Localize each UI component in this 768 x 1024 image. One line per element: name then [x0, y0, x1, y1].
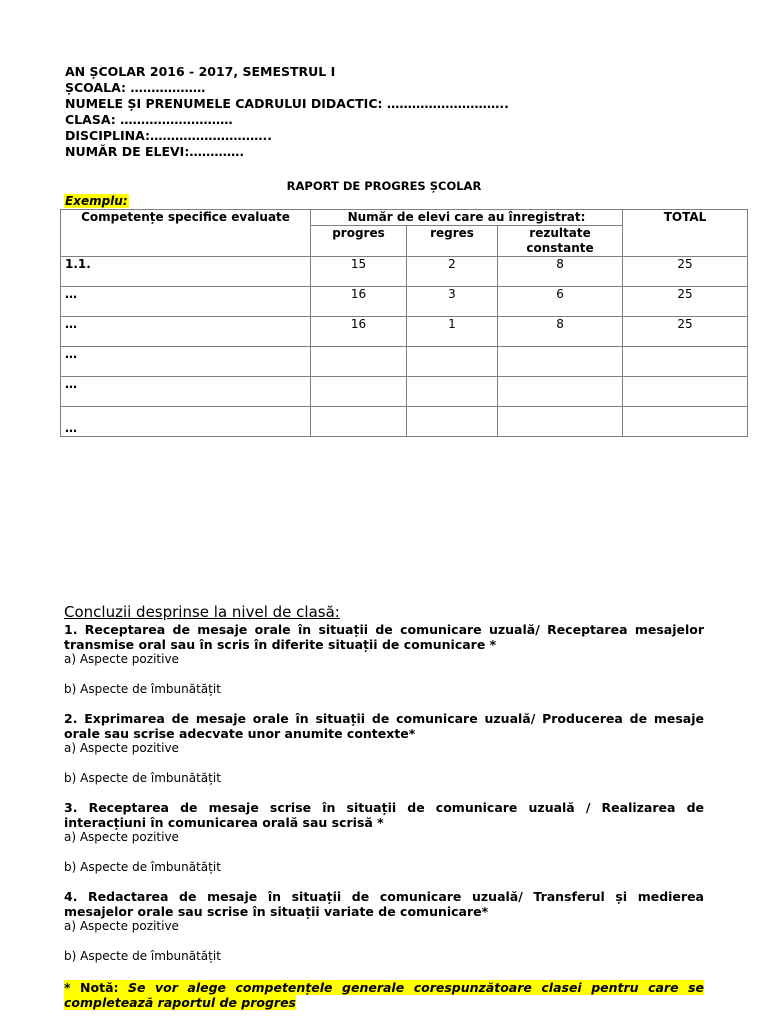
cell-total: 25: [623, 317, 748, 347]
table-row: [61, 377, 748, 407]
class-line: CLASA: ………………………: [65, 112, 233, 127]
conclusions-title: Concluzii desprinse la nivel de clasă:: [64, 603, 340, 621]
cell-regres: 1: [407, 317, 498, 347]
cell-total: [623, 377, 748, 407]
cell-progres: [311, 377, 407, 407]
header-total: TOTAL: [623, 210, 748, 257]
conclusion-item: [64, 889, 704, 964]
cell-regres: [407, 347, 498, 377]
conclusion-heading: 1. Receptarea de mesaje orale în situații de comunicare uzuală/ Receptarea mesajelor transmise oral sau în scris în diferite situații de comunicare *: [64, 622, 704, 652]
students-line: NUMĂR DE ELEVI:………….: [65, 144, 245, 159]
cell-progres: 16: [311, 287, 407, 317]
table-row: [61, 347, 748, 377]
cell-competenta: …: [61, 287, 311, 317]
note-text: Se vor alege competențele generale corespunzătoare clasei pentru care se completează raportul de progres: [64, 980, 704, 1010]
cell-competenta: …: [61, 317, 311, 347]
cell-competenta: …: [61, 377, 311, 407]
header-group: Număr de elevi care au înregistrat:: [311, 210, 623, 226]
cell-total: 25: [623, 287, 748, 317]
school-line: ȘCOALA: ………………: [65, 80, 206, 95]
school-year-line: AN ȘCOLAR 2016 - 2017, SEMESTRUL I: [65, 64, 336, 79]
footnote: [64, 980, 704, 1010]
table-row: [61, 257, 748, 287]
cell-competenta: 1.1.: [61, 257, 311, 287]
improvement-aspects-label: b) Aspecte de îmbunătățit: [64, 860, 221, 874]
header-regres: regres: [407, 226, 498, 257]
conclusion-item: [64, 622, 704, 697]
cell-regres: 2: [407, 257, 498, 287]
table-row: [61, 407, 748, 437]
cell-constante: [498, 347, 623, 377]
cell-regres: [407, 377, 498, 407]
conclusions-section: [64, 603, 704, 964]
example-label: Exemplu:: [65, 194, 128, 208]
positive-aspects-label: a) Aspecte pozitive: [64, 652, 179, 666]
header-constante: rezultate constante: [498, 226, 623, 257]
cell-constante: 8: [498, 257, 623, 287]
table-row: [61, 317, 748, 347]
teacher-line: NUMELE ȘI PRENUMELE CADRULUI DIDACTIC: ………………………..: [65, 96, 509, 111]
conclusion-item: [64, 800, 704, 875]
improvement-aspects-label: b) Aspecte de îmbunătățit: [64, 771, 221, 785]
positive-aspects-label: a) Aspecte pozitive: [64, 830, 179, 844]
cell-competenta: …: [61, 347, 311, 377]
cell-constante: 8: [498, 317, 623, 347]
cell-constante: [498, 377, 623, 407]
conclusion-heading: 3. Receptarea de mesaje scrise în situații de comunicare uzuală / Realizarea de interacțiuni în comunicarea orală sau scrisă *: [64, 800, 704, 830]
cell-progres: [311, 347, 407, 377]
conclusion-heading: 4. Redactarea de mesaje în situații de comunicare uzuală/ Transferul și medierea mesajelor orale sau scrise în situații variate de comunicare*: [64, 889, 704, 919]
progress-table: [60, 209, 748, 437]
table-row: [61, 287, 748, 317]
document-header: [65, 64, 509, 160]
cell-total: [623, 347, 748, 377]
conclusion-item: [64, 711, 704, 786]
cell-total: 25: [623, 257, 748, 287]
cell-progres: [311, 407, 407, 437]
cell-constante: 6: [498, 287, 623, 317]
note-prefix: * Notă:: [64, 980, 119, 995]
cell-total: [623, 407, 748, 437]
header-progres: progres: [311, 226, 407, 257]
cell-regres: [407, 407, 498, 437]
cell-constante: [498, 407, 623, 437]
conclusion-heading: 2. Exprimarea de mesaje orale în situații de comunicare uzuală/ Producerea de mesaje orale sau scrise adecvate unor anumite contexte*: [64, 711, 704, 741]
cell-regres: 3: [407, 287, 498, 317]
table-header-row: [61, 210, 748, 226]
positive-aspects-label: a) Aspecte pozitive: [64, 741, 179, 755]
cell-competenta: …: [61, 407, 311, 437]
header-competente: Competențe specifice evaluate: [61, 210, 311, 257]
report-title: RAPORT DE PROGRES ȘCOLAR: [286, 179, 482, 193]
positive-aspects-label: a) Aspecte pozitive: [64, 919, 179, 933]
improvement-aspects-label: b) Aspecte de îmbunătățit: [64, 949, 221, 963]
discipline-line: DISCIPLINA:………………………..: [65, 128, 272, 143]
improvement-aspects-label: b) Aspecte de îmbunătățit: [64, 682, 221, 696]
cell-progres: 15: [311, 257, 407, 287]
cell-progres: 16: [311, 317, 407, 347]
